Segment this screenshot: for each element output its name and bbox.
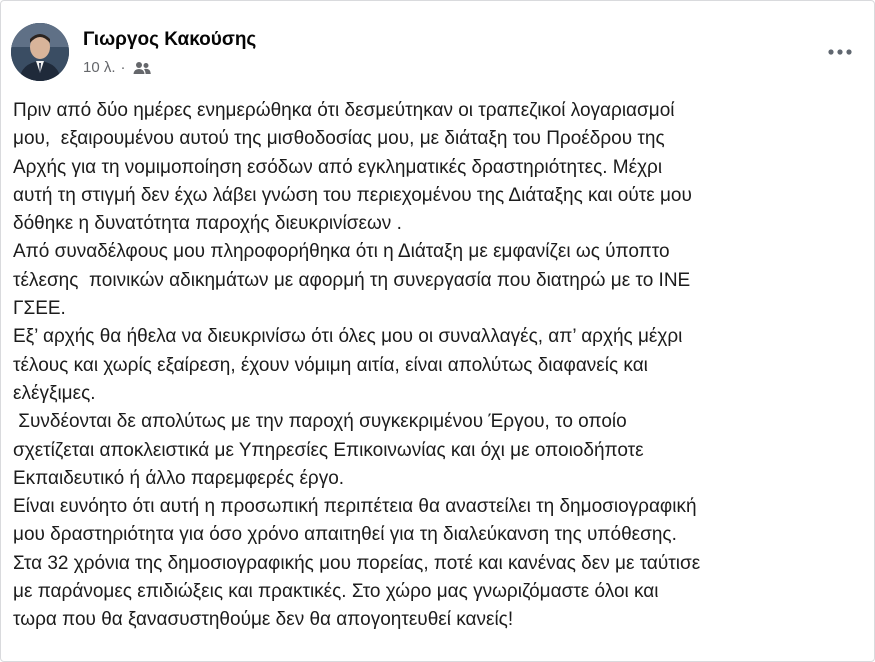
post-text-line: μου δραστηριότητα για όσο χρόνο απαιτηθεί για τη διαλεύκανση της υπόθεσης. bbox=[13, 524, 677, 546]
post-text-line: τέλους και χωρίς εξαίρεση, έχουν νόμιμη αιτία, είναι απολύτως διαφανείς και bbox=[13, 354, 648, 376]
post-text-line: με παράνομες επιδιώξεις και πρακτικές. Στο χώρο μας γνωριζόμαστε όλοι και bbox=[13, 581, 659, 603]
friends-icon[interactable] bbox=[132, 60, 152, 76]
post-text-line: μου, εξαιρουμένου αυτού της μισθοδοσίας μου, με διάταξη του Προέδρου της bbox=[13, 128, 665, 150]
post-time[interactable]: 10 λ. bbox=[83, 59, 116, 76]
post-text bbox=[13, 97, 863, 635]
post-text-line: Εκπαιδευτικό ή άλλο παρεμφερές έργο. bbox=[13, 467, 345, 489]
post-text-line: τωρα που θα ξανασυστηθούμε δεν θα απογοητευθεί κανείς! bbox=[13, 609, 514, 631]
post-text-line: Είναι ευνόητο ότι αυτή η προσωπική περιπέτεια θα αναστείλει τη δημοσιογραφική bbox=[13, 496, 697, 518]
post-meta bbox=[83, 59, 152, 76]
post-text-line: ΓΣΕΕ. bbox=[13, 298, 66, 320]
post-text-line: αυτή τη στιγμή δεν έχω λάβει γνώση του περιεχομένου της Διάταξης και ούτε μου bbox=[13, 184, 692, 206]
post-text-line: Εξ’ αρχής θα ήθελα να διευκρινίσω ότι όλες μου οι συναλλαγές, απ’ αρχής μέχρι bbox=[13, 326, 683, 348]
post-header bbox=[11, 23, 861, 85]
avatar-photo-icon bbox=[11, 23, 69, 81]
author-name[interactable]: Γιωργος Κακούσης bbox=[83, 29, 257, 50]
more-options-icon[interactable] bbox=[825, 43, 855, 61]
post-text-line: Συνδέονται δε απολύτως με την παροχή συγκεκριμένου Έργου, το οποίο bbox=[13, 411, 627, 433]
post-text-line: σχετίζεται αποκλειστικά με Υπηρεσίες Επικοινωνίας και όχι με οποιοδήποτε bbox=[13, 439, 644, 461]
post-text-line: τέλεσης ποινικών αδικημάτων με αφορμή τη συνεργασία που διατηρώ με το ΙΝΕ bbox=[13, 269, 691, 291]
avatar[interactable] bbox=[11, 23, 69, 81]
post-text-line: δόθηκε η δυνατότητα παροχής διευκρινίσεων . bbox=[13, 213, 402, 235]
post-text-line: Πριν από δύο ημέρες ενημερώθηκα ότι δεσμεύτηκαν οι τραπεζικοί λογαριασμοί bbox=[13, 100, 675, 121]
meta-separator: · bbox=[120, 59, 126, 76]
post-text-line: Στα 32 χρόνια της δημοσιογραφικής μου πορείας, ποτέ και κανένας δεν με ταύτισε bbox=[13, 552, 701, 574]
post-text-line: ελέγξιμες. bbox=[13, 382, 96, 404]
post-text-line: Από συναδέλφους μου πληροφορήθηκα ότι η Διάταξη με εμφανίζει ως ύποπτο bbox=[13, 241, 670, 263]
post-text-line: Αρχής για τη νομιμοποίηση εσόδων από εγκληματικές δραστηριότητες. Μέχρι bbox=[13, 156, 663, 178]
